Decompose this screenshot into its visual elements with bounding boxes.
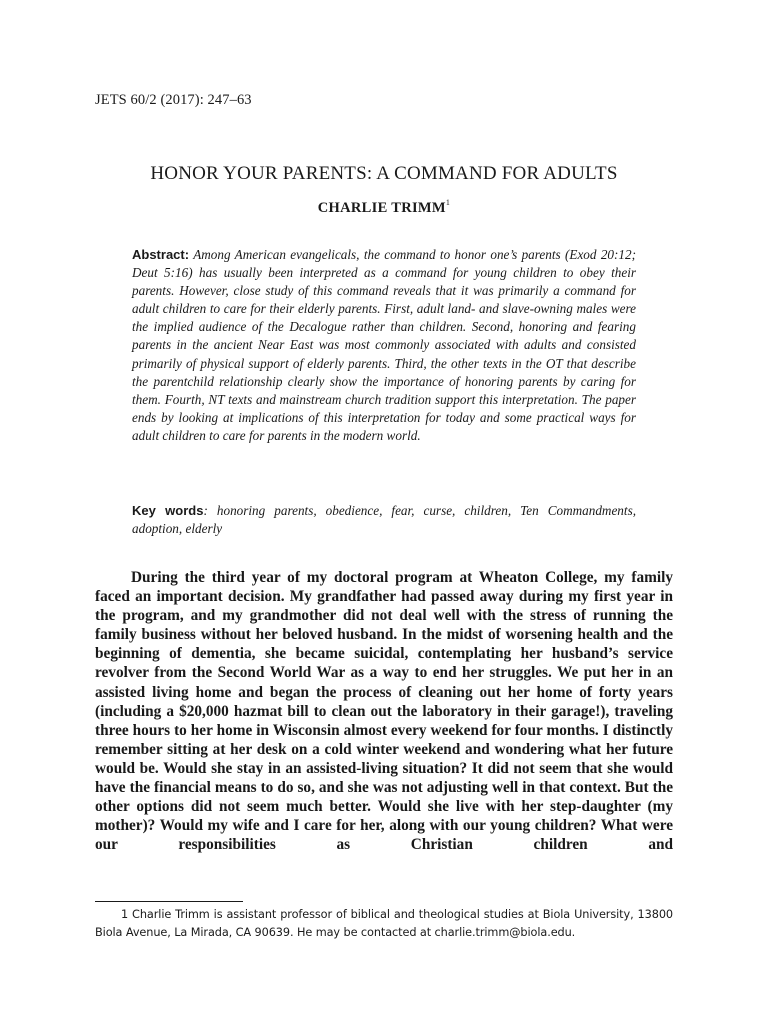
abstract-label: Abstract: xyxy=(132,247,190,262)
article-author xyxy=(0,200,768,217)
journal-citation: JETS 60/2 (2017): 247–63 xyxy=(95,92,252,108)
abstract xyxy=(132,246,636,445)
footnote-divider xyxy=(95,901,243,902)
footnote: 1 Charlie Trimm is assistant professor of biblical and theological studies at Biola University, 13800 Biola Avenue, La Mirada, CA 90639. He may be contacted at charlie.trimm@biola.edu. xyxy=(95,908,673,939)
keywords-label: Key words xyxy=(132,503,204,518)
keywords-text: honoring parents, obedience, fear, curse, children, Ten Commandments, adoption, elderly xyxy=(132,503,636,537)
author-name: CHARLIE TRIMM xyxy=(317,200,446,216)
abstract-text: Among American evangelicals, the command to honor one’s parents (Exod 20:12; Deut 5:16) has usually been interpreted as a command for young children to obey their parents. However, close study of this command reveals that it was primarily a command for adult children to care for their elderly parents. First, adult land- and slave-owning males were the implied audience of the Decalogue rather than children. Second, honoring and fearing parents in the ancient Near East was most commonly associated with adults and consisted primarily of physical support of elderly parents. Third, the other texts in the OT that describe the parentchild relationship clearly show the importance of honoring parents by caring for them. Fourth, NT texts and mainstream church tradition support this interpretation. The paper ends by looking at implications of this interpretation for today and some practical ways for adult children to care for parents in the modern world. xyxy=(132,247,636,443)
keywords xyxy=(132,502,636,538)
keywords-colon: : xyxy=(203,503,208,518)
body-paragraph: During the third year of my doctoral program at Wheaton College, my family faced an important decision. My grandfather had passed away during my first year in the program, and my grandmother did not deal well with the stress of running the family business without her beloved husband. In the midst of worsening health and the beginning of dementia, she became suicidal, contemplating her husband’s service revolver from the Second World War as a way to end her struggles. We put her in an assisted living home and began the process of cleaning out her home of forty years (including a $20,000 hazmat bill to clean out the laboratory in their garage!), traveling three hours to her home in Wisconsin almost every weekend for four months. I distinctly remember sitting at her desk on a cold winter weekend and wondering what her future would be. Would she stay in an assisted-living situation? It did not seem that she would have the financial means to do so, and she was not adjusting well in that context. But the other options did not seem much better. Would she live with her step-daughter (my mother)? Would my wife and I care for her, along with our young children? What were our responsibilities as Christian children and xyxy=(95,569,673,854)
footnote-marker: 1 xyxy=(445,198,451,207)
article-title: HONOR YOUR PARENTS: A COMMAND FOR ADULTS xyxy=(150,163,618,184)
